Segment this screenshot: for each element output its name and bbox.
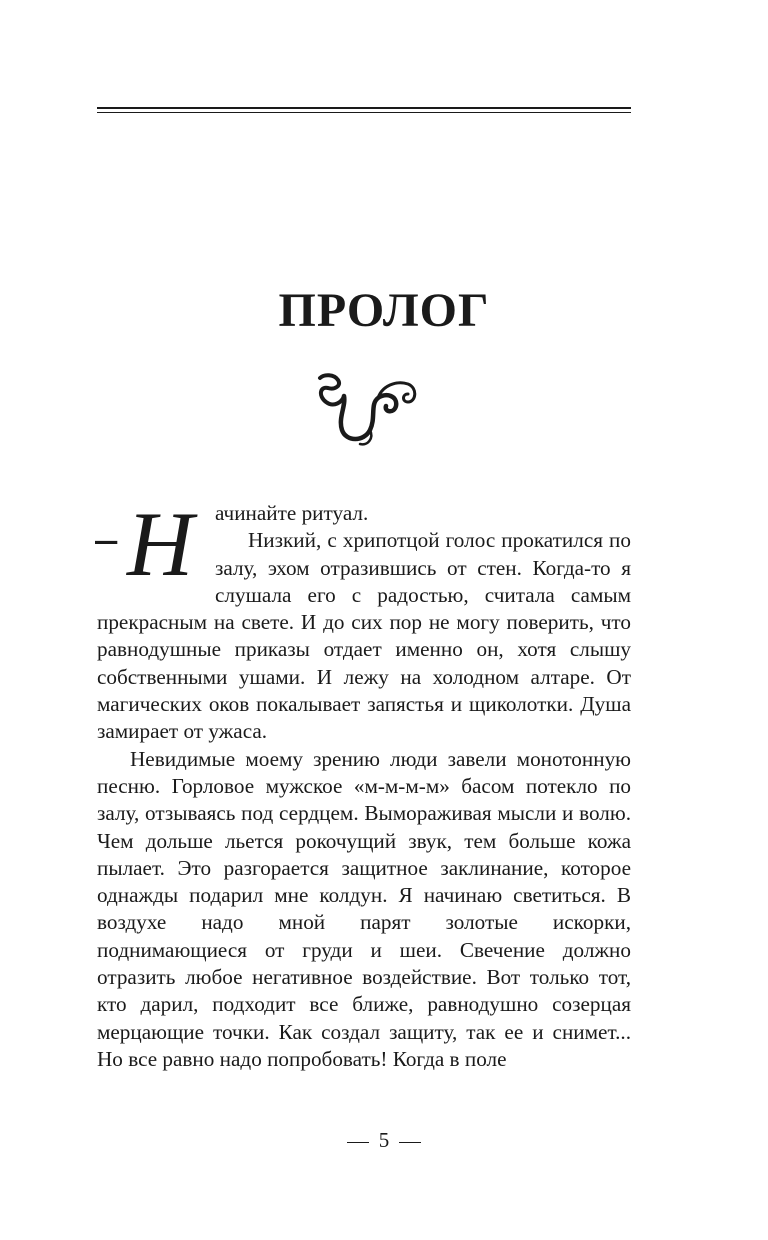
paragraph-3: Невидимые моему зрению люди завели монотонную песню. Горловое мужское «м-м-м-м» басом потекло по залу, отзываясь под сердцем. Вымораживая мысли и волю. Чем дольше льется рокочущий звук, тем больше кожа пылает. Это разгорается защитное заклинание, которое однажды подарил мне колдун. Я начинаю светиться. В воздухе надо мной парят золотые искорки, поднимающиеся от груди и шеи. Свечение должно отразить любое негативное воздействие. Вот только тот, кто дарил, подходит все ближе, равнодушно созерцая мерцающие точки. Как создал защиту, так ее и снимет... Но все равно надо попробовать! Когда в поле: [97, 746, 631, 1071]
chapter-title: ПРОЛОГ: [278, 284, 490, 337]
folio-dash-left: [347, 1142, 369, 1143]
body-text: [97, 500, 631, 1073]
drop-cap-dash: –: [95, 514, 117, 563]
page-footer: [0, 1128, 768, 1153]
paragraph-2: Низкий, с хрипотцой голос прокатился по залу, эхом отразившись от стен. Когда-то я слушала его с радостью, считала самым прекрасным на свете. И до сих пор не могу поверить, что равнодушные приказы отдает именно он, хотя слышу собственными ушами. И лежу на холодном алтаре. От магических оков покалывает запястья и щиколотки. Душа замирает от ужаса.: [97, 528, 631, 744]
flourish-ornament-icon: [312, 372, 422, 450]
page-number: 5: [378, 1128, 390, 1152]
drop-cap-glyph: [95, 501, 211, 585]
drop-cap: [97, 501, 209, 583]
drop-cap-letter: Н: [127, 501, 194, 585]
header-rule-thick: [97, 107, 631, 109]
header-rule-thin: [97, 112, 631, 113]
paragraph-1: ачинайте ритуал.: [215, 501, 369, 525]
folio-dash-right: [399, 1142, 421, 1143]
